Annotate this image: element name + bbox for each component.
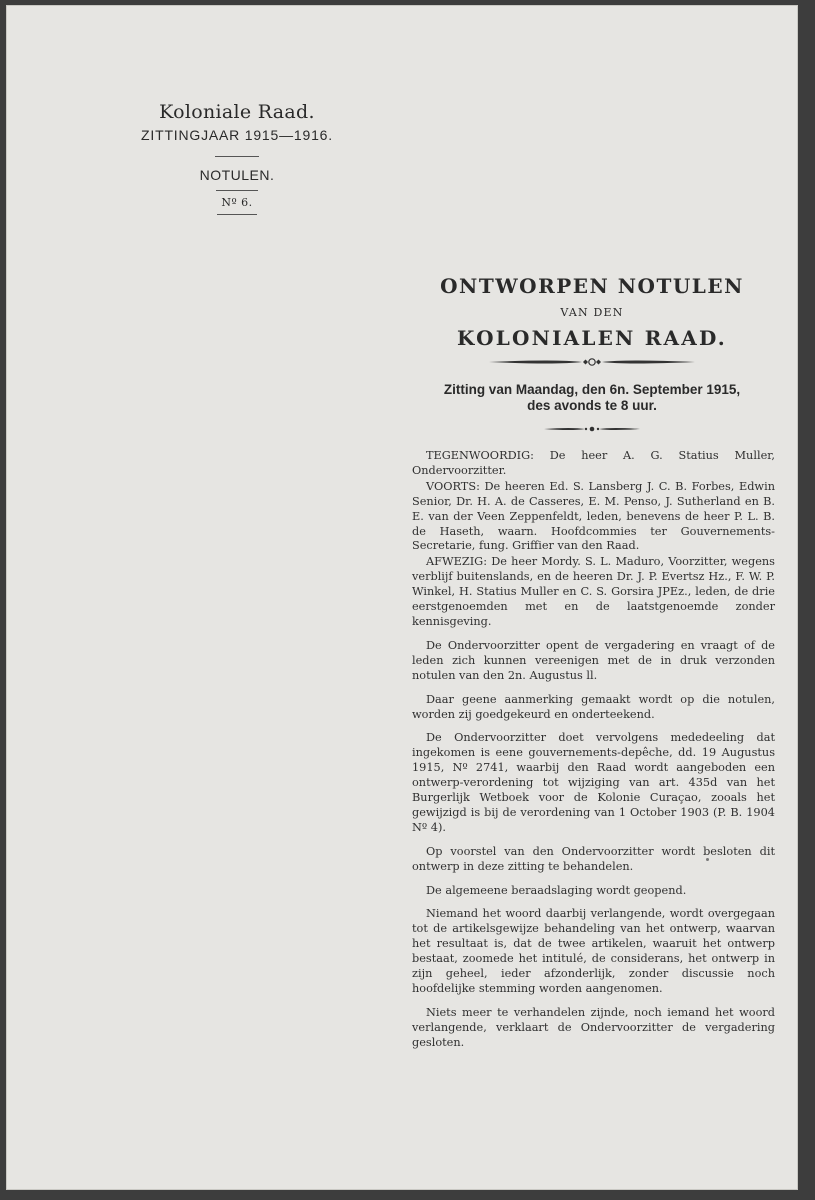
session-year: ZITTINGJAAR 1915—1916. xyxy=(141,127,333,143)
minutes-body xyxy=(412,449,775,1051)
paragraph: De Ondervoorzitter doet vervolgens mededeeling dat ingekomen is eene gouvernements-depêche, dd. 19 Augustus 1915, Nº 2741, waarbij den Raad wordt aangeboden een ontwerp-verordening tot wijziging van art. 435d van het Burgerlijk Wetboek voor de Kolonie Curaçao, zooals het gewijzigd is bij de verordening van 1 October 1903 (P. B. 1904 Nº 4). xyxy=(412,731,775,834)
divider xyxy=(215,156,259,157)
notulen-label: NOTULEN. xyxy=(199,167,275,183)
paragraph: Niets meer te verhandelen zijnde, noch iemand het woord verlangende, verklaart de Ondervoorzitter de vergadering gesloten. xyxy=(412,1005,775,1049)
title-line-3: KOLONIALEN RAAD. xyxy=(457,326,727,350)
title-block xyxy=(407,274,777,434)
title-line-1: ONTWORPEN NOTULEN xyxy=(440,274,744,298)
session-info xyxy=(407,382,777,414)
small-ornament-icon xyxy=(542,424,642,434)
left-header xyxy=(119,101,355,215)
paragraph-also-present: VOORTS: De heeren Ed. S. Lansberg J. C. B. Forbes, Edwin Senior, Dr. H. A. de Casseres, E. M. Penso, J. Sutherland en B. E. van der Veen Zeppenfeldt, leden, benevens de heer P. L. B. de Haseth, waarn. Hoofdcommies ter Gouvernements-Secretarie, fung. Griffier van den Raad. xyxy=(412,479,775,553)
council-name: Koloniale Raad. xyxy=(159,101,315,123)
paragraph: Niemand het woord daarbij verlangende, wordt overgegaan tot de artikelsgewijze behandeling van het ontwerp, waarvan het resultaat is, dat de twee artikelen, waaruit het ontwerp bestaat, zoomede het intitulé, de considerans, het ontwerp in zijn geheel, ieder afzonderlijk, zonder discussie noch hoofdelijke stemming worden aangenomen. xyxy=(412,907,775,995)
paragraph: Op voorstel van den Ondervoorzitter wordt besloten dit ontwerp in deze zitting te behandelen. xyxy=(412,844,775,873)
paragraph: Daar geene aanmerking gemaakt wordt op die notulen, worden zij goedgekeurd en onderteekend. xyxy=(412,692,775,721)
paragraph: De algemeene beraadslaging wordt geopend. xyxy=(426,883,687,897)
title-line-2: VAN DEN xyxy=(560,306,624,319)
paragraph-present: TEGENWOORDIG: De heer A. G. Statius Muller, Ondervoorzitter. xyxy=(412,449,775,477)
document-page xyxy=(6,5,798,1190)
ornament-divider-icon xyxy=(487,355,697,369)
session-line-1: Zitting van Maandag, den 6n. September 1915, xyxy=(443,382,741,397)
session-line-2: des avonds te 8 uur. xyxy=(527,398,657,413)
divider xyxy=(216,190,258,191)
paragraph-absent: AFWEZIG: De heer Mordy. S. L. Maduro, Voorzitter, wegens verblijf buitenslands, en de heeren Dr. J. P. Evertsz Hz., F. W. P. Winkel, H. Statius Muller en C. S. Gorsira JPEz., leden, de drie eerstgenoemden met en de laatstgenoemde zonder kennisgeving. xyxy=(412,555,775,628)
paper-speck xyxy=(706,858,709,861)
divider xyxy=(217,214,257,215)
issue-number: Nº 6. xyxy=(221,196,253,209)
paragraph: De Ondervoorzitter opent de vergadering en vraagt of de leden zich kunnen vereenigen met de in druk verzonden notulen van den 2n. Augustus ll. xyxy=(412,638,775,682)
